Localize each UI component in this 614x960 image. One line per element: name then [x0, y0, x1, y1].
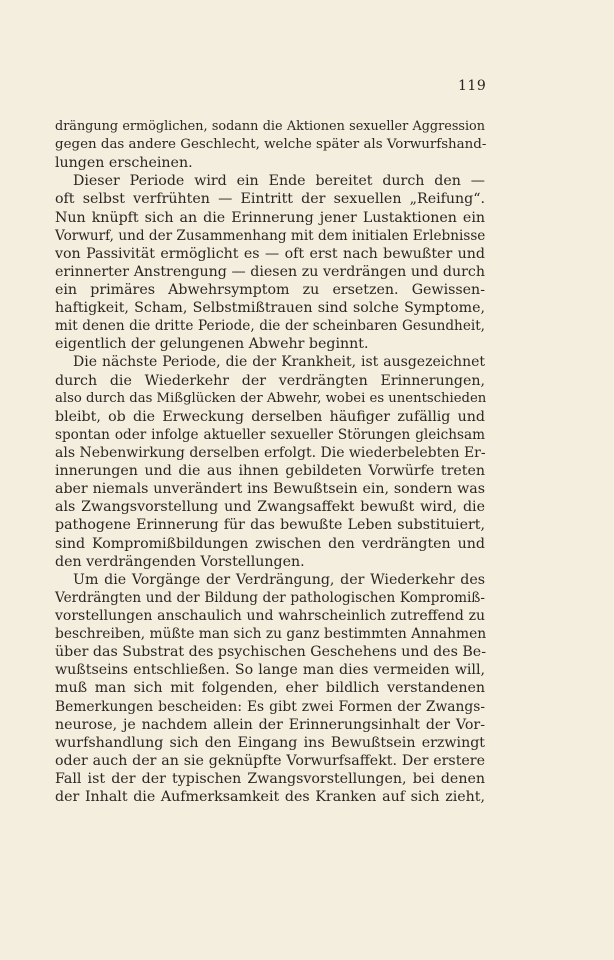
text-line: beschreiben, müßte man sich zu ganz bestimmten Annahmen — [55, 626, 487, 643]
text-line: lungen erscheinen. — [55, 155, 193, 172]
text-line: innerungen und die aus ihnen gebildeten Vorwürfe treten — [55, 463, 485, 480]
text-line: oder auch der an sie geknüpfte Vorwurfsaffekt. Der erstere — [55, 752, 485, 769]
text-line: Nun knüpft sich an die Erinnerung jener Lustaktionen ein — [55, 209, 485, 226]
text-line: gegen das andere Geschlecht, welche später als Vorwurfshand- — [55, 137, 487, 153]
text-line: als Zwangsvorstellung und Zwangsaffekt bewußt wird, die — [55, 499, 485, 516]
text-line: eigentlich der gelungenen Abwehr beginnt. — [55, 336, 369, 353]
text-line: aber niemals unverändert ins Bewußtsein ein, sondern was — [55, 481, 485, 498]
text-line: Vorwurf, und der Zusammenhang mit dem initialen Erlebnisse — [55, 227, 486, 244]
text-line: Dieser Periode wird ein Ende bereitet durch den — — [73, 173, 485, 190]
text-line: wußtseins entschließen. So lange man dies vermeiden will, — [55, 662, 485, 679]
text-line: Die nächste Periode, die der Krankheit, ist ausgezeichnet — [73, 354, 485, 371]
text-line: Fall ist der der typischen Zwangsvorstellungen, bei denen — [55, 770, 485, 787]
text-line: durch die Wiederkehr der verdrängten Erinnerungen, — [55, 372, 485, 389]
text-line: haftigkeit, Scham, Selbstmißtrauen sind solche Symptome, — [55, 300, 485, 317]
text-line: bleibt, ob die Erweckung derselben häufiger zufällig und — [55, 408, 485, 425]
text-line: pathogene Erinnerung für das bewußte Leben substituiert, — [55, 517, 485, 534]
text-line: Um die Vorgänge der Verdrängung, der Wiederkehr des — [73, 571, 485, 588]
text-line: von Passivität ermöglicht es — oft erst nach bewußter und — [55, 245, 485, 262]
text-line: spontan oder infolge aktueller sexueller Störungen gleichsam — [55, 426, 485, 443]
text-line: drängung ermöglichen, sodann die Aktionen sexueller Aggression — [55, 119, 485, 134]
page-number: 119 — [458, 78, 487, 94]
text-line: sind Kompromißbildungen zwischen den verdrängten und — [55, 535, 485, 552]
text-line: wurfshandlung sich den Eingang ins Bewußtsein erzwingt — [55, 734, 485, 751]
text-line: den verdrängenden Vorstellungen. — [55, 553, 305, 570]
text-line: vorstellungen anschaulich und wahrscheinlich zutreffend zu — [55, 607, 485, 624]
text-line: Bemerkungen bescheiden: Es gibt zwei Formen der Zwangs- — [55, 698, 485, 715]
text-line: oft selbst verfrühten — Eintritt der sexuellen „Reifung“. — [55, 191, 485, 208]
text-line: ein primäres Abwehrsymptom zu ersetzen. Gewissen- — [55, 281, 485, 298]
text-line: muß man sich mit folgenden, eher bildlich verstandenen — [55, 680, 485, 697]
text-line: erinnerter Anstrengung — diesen zu verdrängen und durch — [55, 263, 485, 280]
text-line: über das Substrat des psychischen Geschehens und des Be- — [55, 644, 486, 661]
text-line: also durch das Mißglücken der Abwehr, wobei es unentschieden — [55, 390, 487, 406]
text-line: als Nebenwirkung derselben erfolgt. Die wiederbelebten Er- — [55, 444, 486, 461]
text-line: Verdrängten und der Bildung der pathologischen Kompromiß- — [55, 589, 485, 606]
text-line: neurose, je nachdem allein der Erinnerungsinhalt der Vor- — [55, 716, 485, 733]
text-line: der Inhalt die Aufmerksamkeit des Kranken auf sich zieht, — [55, 789, 485, 806]
body-text — [55, 118, 485, 806]
text-line: mit denen die dritte Periode, die der scheinbaren Gesundheit, — [55, 318, 485, 335]
